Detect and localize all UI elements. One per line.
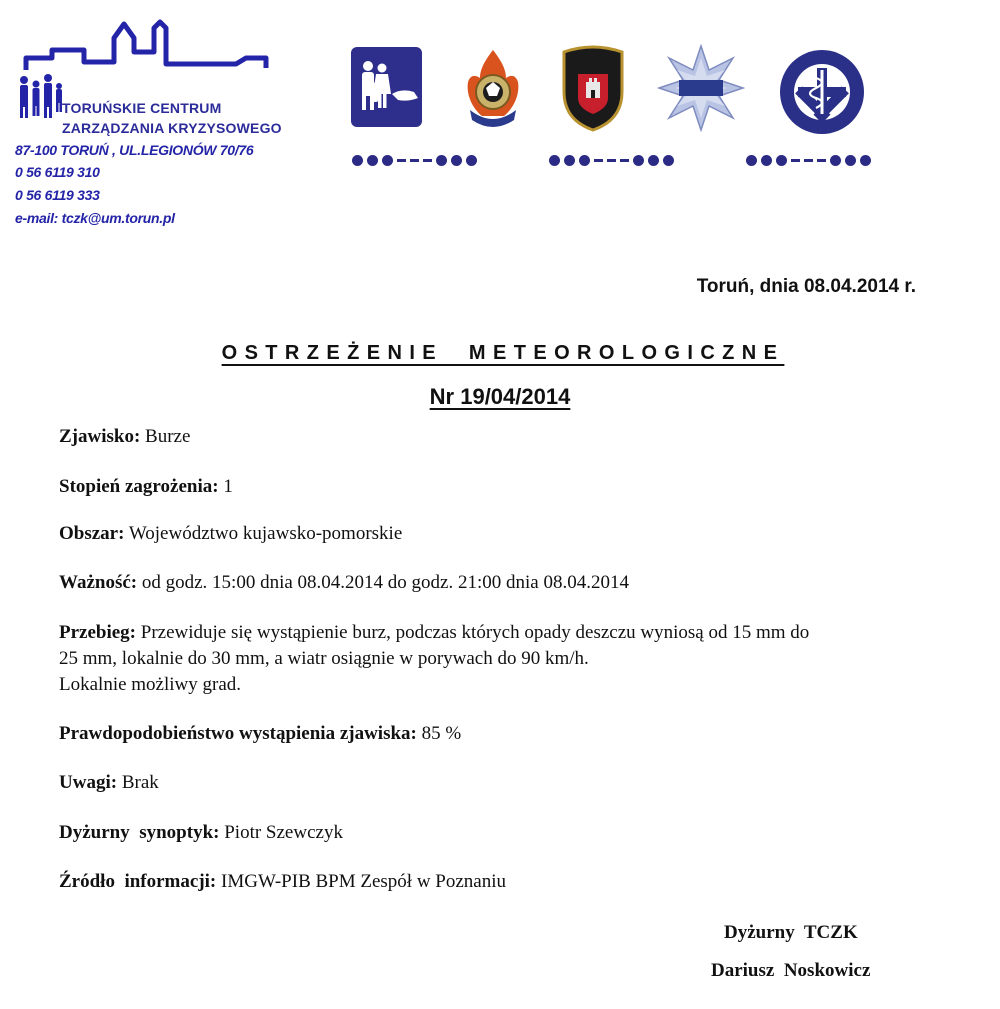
field-label: Uwagi: bbox=[59, 772, 118, 793]
municipal-guard-emblem-icon bbox=[556, 44, 628, 128]
field-phenomenon bbox=[59, 424, 964, 450]
org-name-line1: TORUŃSKIE CENTRUM bbox=[62, 100, 222, 116]
address: 87-100 TORUŃ , UL.LEGIONÓW 70/76 bbox=[15, 142, 254, 158]
date-line: Toruń, dnia 08.04.2014 r. bbox=[696, 276, 916, 297]
field-source bbox=[59, 869, 964, 895]
field-value-line2: 25 mm, lokalnie do 30 mm, a wiatr osiągnie w porywach do 90 km/h. bbox=[59, 648, 589, 669]
field-course bbox=[59, 620, 964, 698]
field-label: Dyżurny synoptyk: bbox=[59, 822, 220, 843]
dotted-divider-2 bbox=[549, 155, 674, 166]
document-title-row bbox=[0, 342, 1000, 365]
social-assistance-icon bbox=[350, 46, 422, 130]
field-value: Województwo kujawsko-pomorskie bbox=[128, 523, 403, 544]
field-label: Źródło informacji: bbox=[59, 871, 217, 892]
field-value: 1 bbox=[223, 476, 233, 497]
field-value: Brak bbox=[121, 772, 159, 793]
document-number-row bbox=[0, 384, 1000, 410]
police-star-icon bbox=[657, 44, 729, 128]
document-number: Nr 19/04/2014 bbox=[429, 384, 571, 409]
dotted-divider-1 bbox=[352, 155, 477, 166]
signature-name: Dariusz Noskowicz bbox=[711, 960, 871, 981]
field-value: Piotr Szewczyk bbox=[224, 822, 343, 843]
field-label: Przebieg: bbox=[59, 622, 137, 643]
signature-role: Dyżurny TCZK bbox=[724, 922, 858, 943]
field-value: Burze bbox=[145, 426, 191, 447]
field-value: 85 % bbox=[421, 723, 462, 744]
field-label: Prawdopodobieństwo wystąpienia zjawiska: bbox=[59, 723, 417, 744]
org-name-line2: ZARZĄDZANIA KRYZYSOWEGO bbox=[62, 120, 282, 136]
field-label: Zjawisko: bbox=[59, 426, 141, 447]
field-label: Obszar: bbox=[59, 523, 125, 544]
document-title: OSTRZEŻENIE METEOROLOGICZNE bbox=[221, 342, 785, 364]
field-value-line1: Przewiduje się wystąpienie burz, podczas których opady deszczu wyniosą od 15 mm do bbox=[140, 622, 810, 643]
email-link[interactable]: e-mail: tczk@um.torun.pl bbox=[15, 210, 175, 226]
medical-rescue-icon bbox=[776, 48, 848, 132]
field-remarks bbox=[59, 770, 964, 796]
field-area bbox=[59, 521, 964, 547]
field-label: Ważność: bbox=[59, 572, 138, 593]
field-validity bbox=[59, 570, 964, 596]
dotted-divider-3 bbox=[746, 155, 871, 166]
field-forecaster bbox=[59, 820, 964, 846]
field-value: IMGW-PIB BPM Zespół w Poznaniu bbox=[221, 871, 507, 892]
field-label: Stopień zagrożenia: bbox=[59, 476, 219, 497]
fire-service-emblem-icon bbox=[456, 46, 528, 130]
phone-2: 0 56 6119 333 bbox=[15, 187, 100, 203]
field-value-line3: Lokalnie możliwy grad. bbox=[59, 674, 242, 695]
phone-1: 0 56 6119 310 bbox=[15, 164, 100, 180]
field-probability bbox=[59, 721, 964, 747]
field-threat-level bbox=[59, 474, 964, 500]
field-value: od godz. 15:00 dnia 08.04.2014 do godz. 21:00 dnia 08.04.2014 bbox=[141, 572, 629, 593]
